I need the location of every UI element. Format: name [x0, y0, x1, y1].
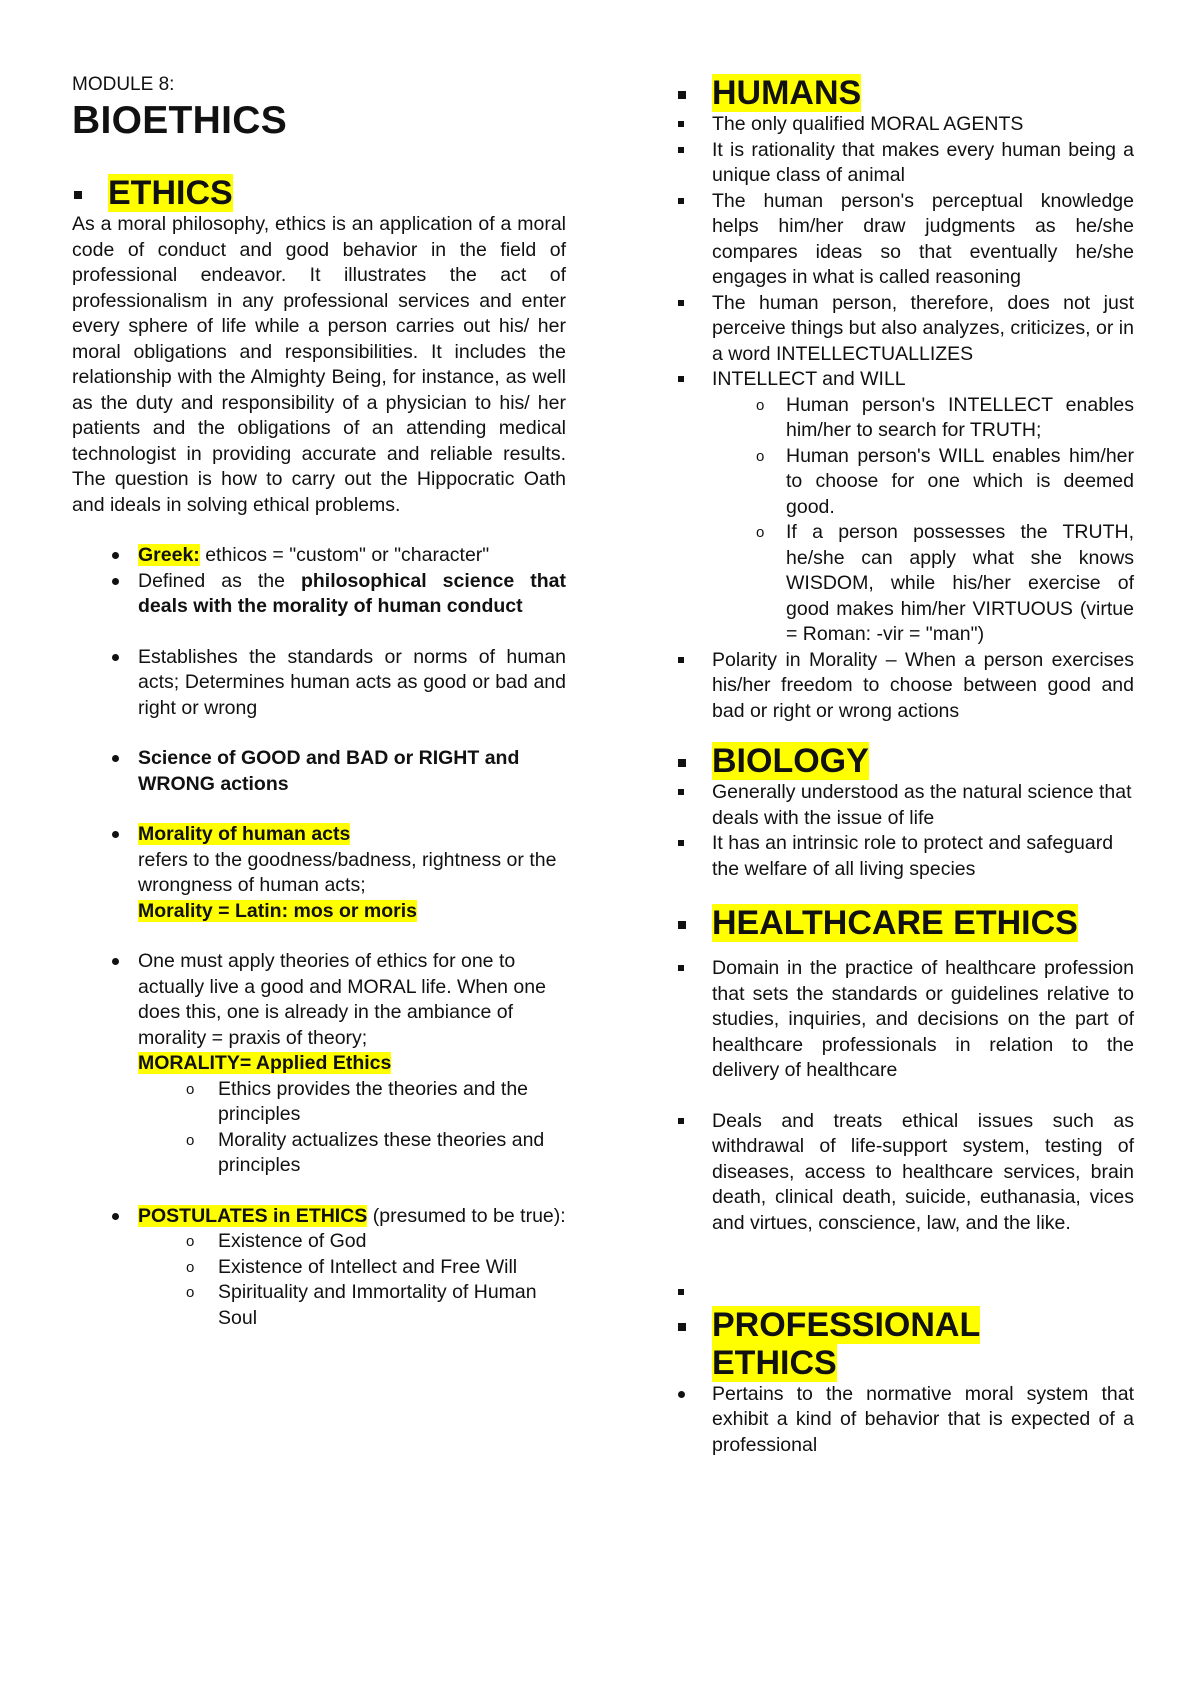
circle-bullet-icon: o: [756, 396, 765, 414]
list-item: Domain in the practice of healthcare profession that sets the standards or guidelines relative to studies, inquiries, and decisions on the part of healthcare professionals in relation to the delivery of healthcare: [676, 956, 1134, 1084]
biology-heading: BIOLOGY: [676, 742, 1134, 780]
circle-bullet-icon: o: [186, 1258, 195, 1276]
professional-ethics-heading: PROFESSIONAL ETHICS: [676, 1306, 1134, 1382]
ethics-intro-paragraph: As a moral philosophy, ethics is an application of a moral code of conduct and good behavior in the field of professional endeavor. It illustrates the act of professionalism in any professional services and enter every sphere of life while a person carries out his/ her moral obligations and responsibilities. It includes the relationship with the Almighty Being, for instance, as well as the duty and responsibility of a physician to his/ her patients and the obligations of an attending medical technologist in providing accurate and reliable results. The question is how to carry out the Hippocratic Oath and ideals in solving ethical problems.: [72, 213, 566, 516]
humans-heading: HUMANS: [676, 74, 1134, 112]
sub-list-item: o Existence of Intellect and Free Will: [72, 1255, 566, 1281]
square-bullet-icon: [678, 91, 686, 99]
square-bullet-icon: [678, 759, 686, 767]
bullet-icon: [112, 1213, 119, 1220]
list-item: The human person, therefore, does not just perceive things but also analyzes, criticizes, or in a word INTELLECTUALLIZES: [676, 291, 1134, 368]
list-item: INTELLECT and WILL: [676, 367, 1134, 393]
bullet-icon: [112, 552, 119, 559]
list-item: One must apply theories of ethics for one to actually live a good and MORAL life. When one does this, one is already in the ambiance of morality = praxis of theory; MORALITY= Applied Ethics: [72, 949, 566, 1077]
circle-bullet-icon: o: [186, 1080, 195, 1098]
square-bullet-icon: [74, 191, 82, 199]
square-bullet-icon: [678, 1323, 686, 1331]
module-label: MODULE 8:: [72, 74, 175, 95]
square-bullet-icon: [678, 121, 684, 127]
list-item: Generally understood as the natural science that deals with the issue of life: [676, 780, 1134, 831]
circle-bullet-icon: o: [756, 447, 765, 465]
ethics-heading: ETHICS: [72, 174, 566, 212]
bullet-icon: [112, 755, 119, 762]
list-item: Morality of human acts refers to the goodness/badness, rightness or the wrongness of human acts; Morality = Latin: mos or moris: [72, 822, 566, 924]
circle-bullet-icon: o: [186, 1233, 195, 1250]
square-bullet-icon: [678, 965, 684, 971]
list-item: POSTULATES in ETHICS (presumed to be true):: [72, 1204, 566, 1230]
healthcare-ethics-heading: HEALTHCARE ETHICS: [676, 904, 1134, 942]
list-item: Establishes the standards or norms of human acts; Determines human acts as good or bad and right or wrong: [72, 645, 566, 722]
bullet-icon: [112, 958, 119, 965]
square-bullet-icon: [678, 300, 684, 306]
right-column: [676, 74, 1134, 1458]
circle-bullet-icon: o: [186, 1131, 195, 1149]
sub-list-item: o Human person's WILL enables him/her to choose for one which is deemed good.: [756, 444, 1134, 518]
list-item: The human person's perceptual knowledge helps him/her draw judgments as he/she compares ideas so that eventually he/she engages in what is called reasoning: [676, 189, 1134, 291]
empty-list-item: [676, 1280, 1134, 1306]
square-bullet-icon: [678, 657, 684, 663]
square-bullet-icon: [678, 840, 684, 846]
sub-list-item: o Spirituality and Immortality of Human Soul: [186, 1281, 537, 1329]
square-bullet-icon: [678, 789, 684, 795]
bullet-icon: [678, 1391, 685, 1398]
list-item: Pertains to the normative moral system that exhibit a kind of behavior that is expected of a professional: [676, 1382, 1134, 1459]
bullet-icon: [112, 831, 119, 838]
square-bullet-icon: [678, 147, 684, 153]
sub-list-item: o Existence of God: [72, 1229, 566, 1255]
sub-list-item: o Morality actualizes these theories and principles: [186, 1128, 545, 1176]
bullet-icon: [112, 578, 119, 585]
sub-list-item: o Ethics provides the theories and the principles: [186, 1077, 529, 1125]
list-item: Deals and treats ethical issues such as withdrawal of life-support system, testing of diseases, access to healthcare services, brain death, clinical death, suicide, euthanasia, vices and virtues, conscience, law, and the like.: [676, 1109, 1134, 1237]
list-item: Defined as the philosophical science that deals with the morality of human conduct: [72, 569, 566, 620]
list-item: The only qualified MORAL AGENTS: [676, 112, 1134, 138]
square-bullet-icon: [678, 376, 684, 382]
circle-bullet-icon: o: [186, 1284, 195, 1301]
list-item: It is rationality that makes every human being a unique class of animal: [676, 138, 1134, 189]
bullet-icon: [112, 654, 119, 661]
sub-list-item: o Human person's INTELLECT enables him/her to search for TRUTH;: [756, 393, 1134, 441]
list-item: It has an intrinsic role to protect and safeguard the welfare of all living species: [676, 831, 1134, 882]
sub-list-item: o If a person possesses the TRUTH, he/she can apply what she knows WISDOM, while his/her exercise of good makes him/her VIRTUOUS (virtue = Roman: -vir = "man"): [756, 521, 1134, 645]
circle-bullet-icon: o: [756, 524, 765, 541]
document-title: BIOETHICS: [72, 99, 288, 142]
list-item: Greek: ethicos = "custom" or "character": [72, 543, 566, 569]
list-item: Science of GOOD and BAD or RIGHT and WRONG actions: [72, 746, 566, 797]
square-bullet-icon: [678, 198, 684, 204]
left-column: [72, 74, 566, 1331]
square-bullet-icon: [678, 1118, 684, 1124]
list-item: Polarity in Morality – When a person exercises his/her freedom to choose between good and bad or right or wrong actions: [676, 648, 1134, 725]
square-bullet-icon: [678, 1289, 684, 1295]
square-bullet-icon: [678, 921, 686, 929]
